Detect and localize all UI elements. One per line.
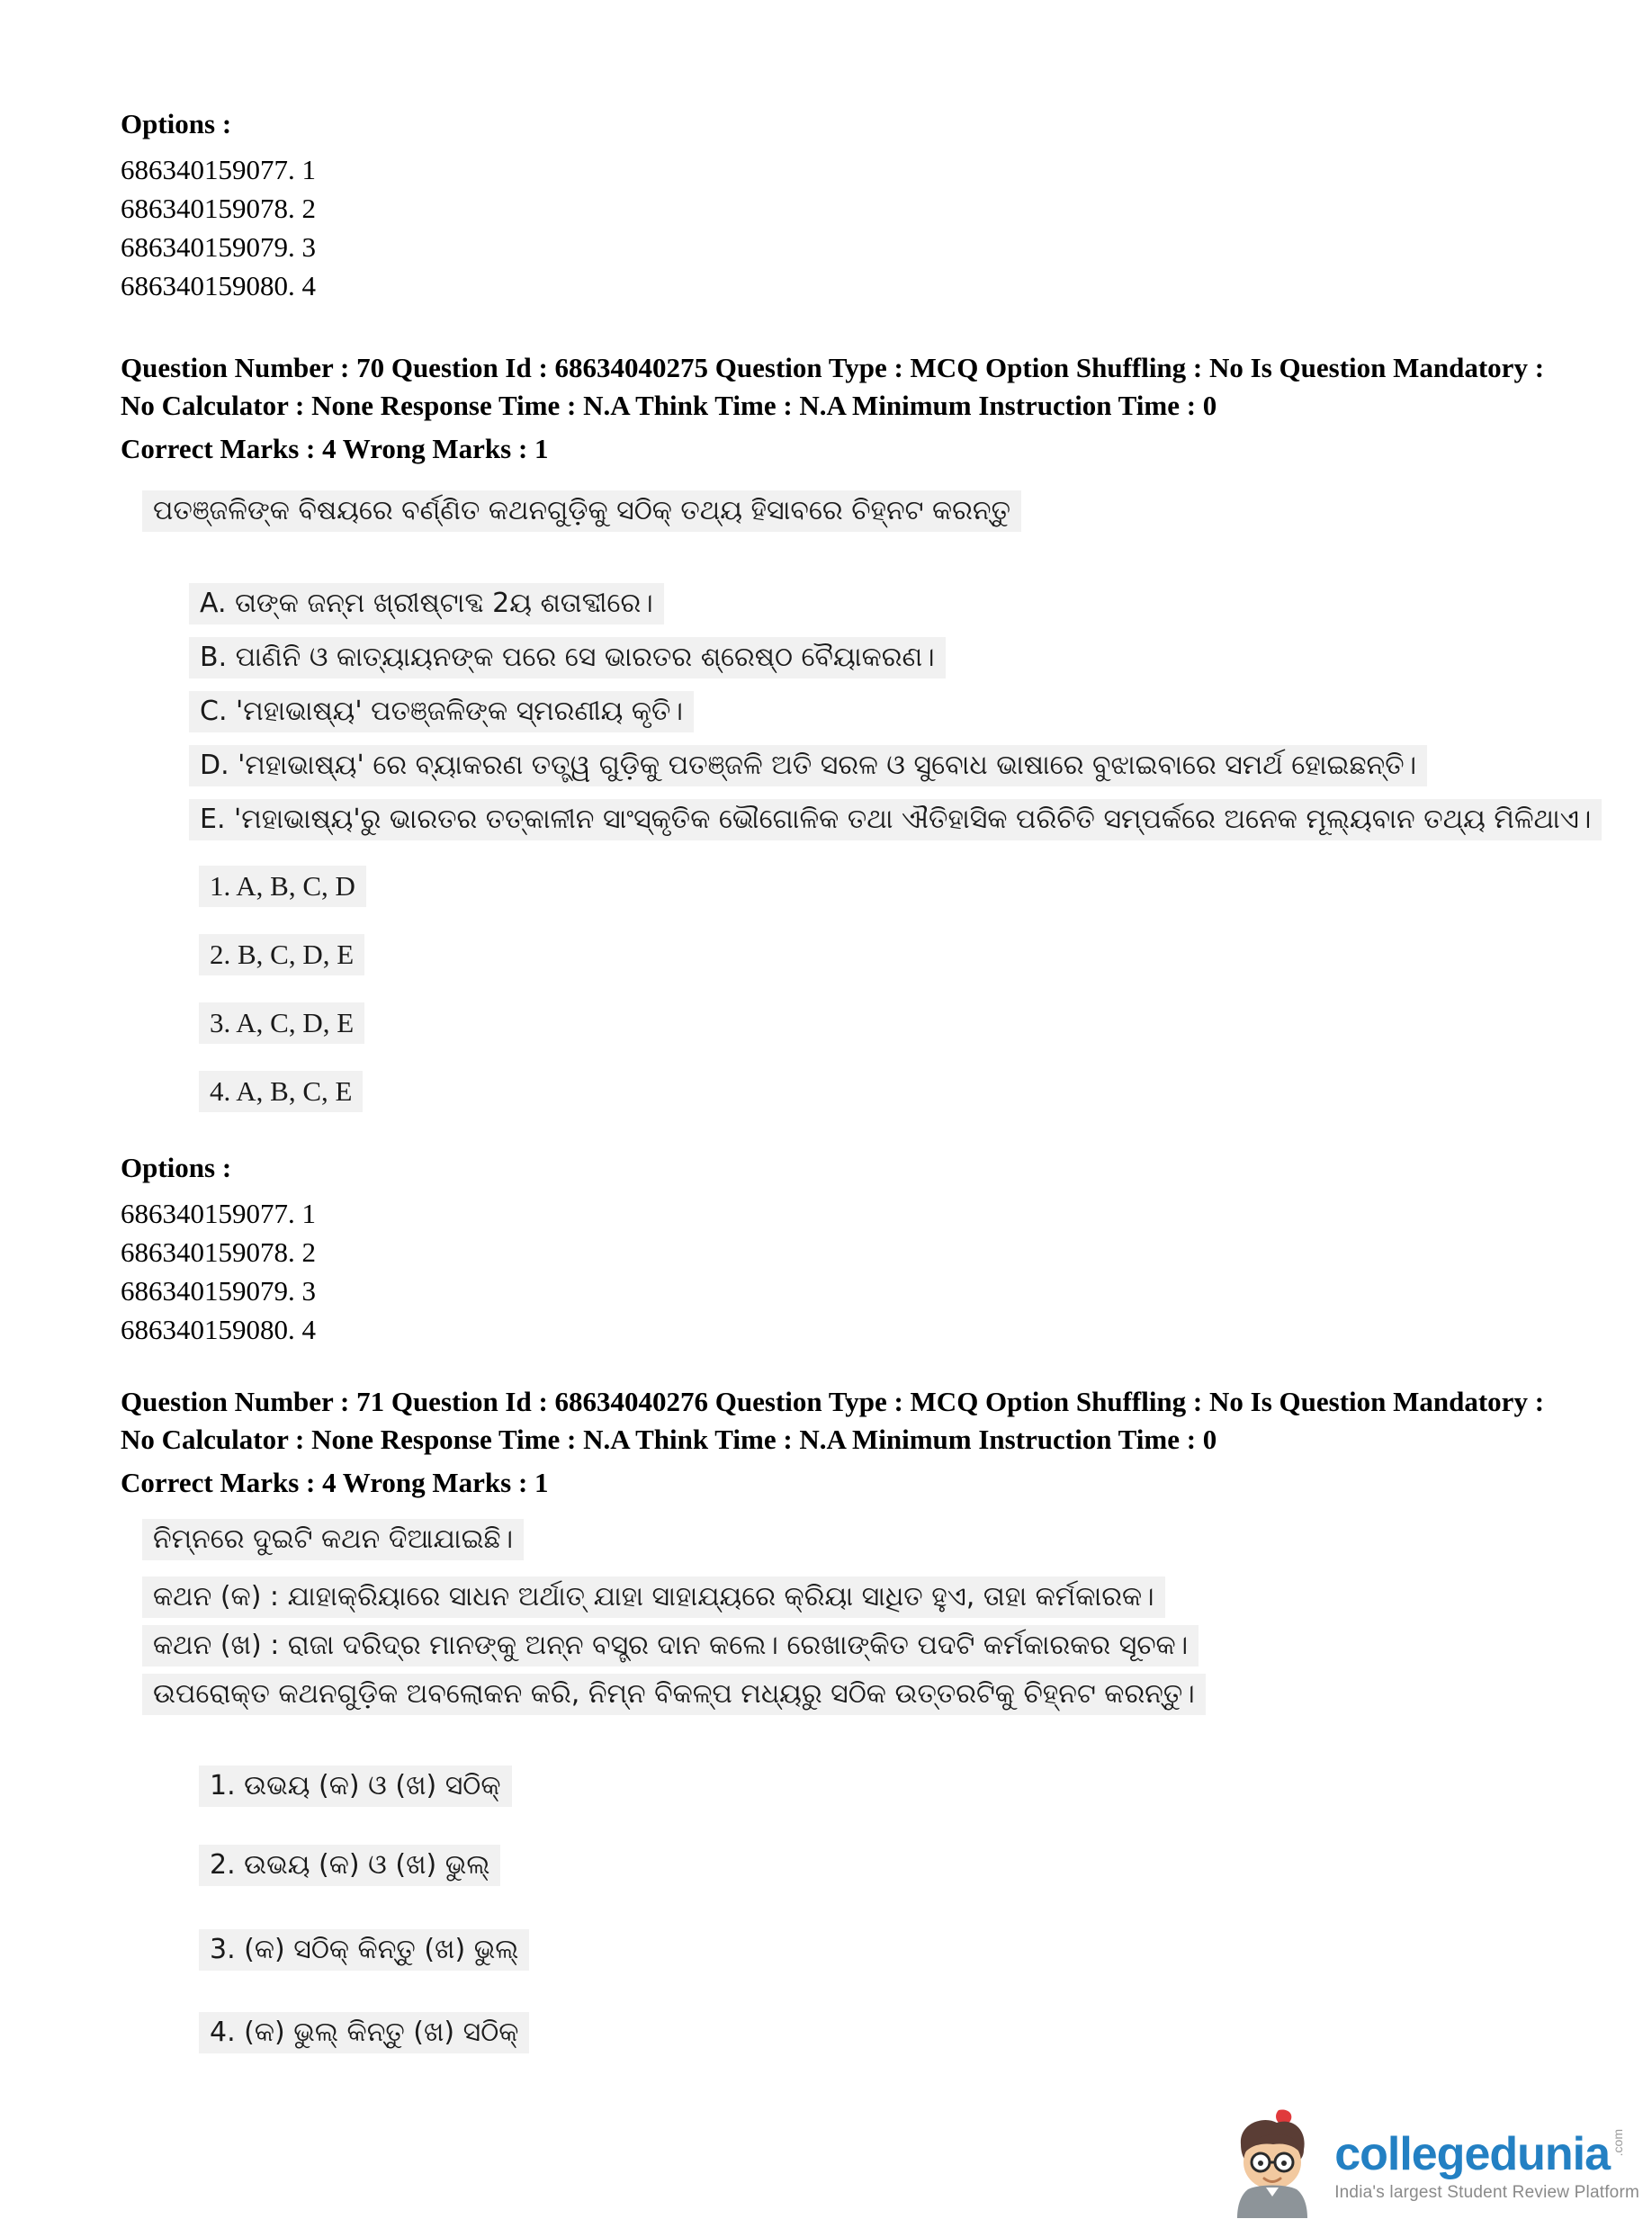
question-meta-line: No Calculator : None Response Time : N.A Think Time : N.A Minimum Instruction Time : 0	[121, 1424, 1217, 1455]
statement-c: C. 'ମହାଭାଷ୍ୟ' ପତଞ୍ଜଳିଙ୍କ ସ୍ମରଣୀୟ କୃତି।	[189, 691, 694, 732]
question-71-choices	[199, 1765, 529, 2053]
option-id-row: 686340159080. 4	[121, 270, 316, 301]
option-id-row: 686340159078. 2	[121, 1236, 316, 1268]
answer-choice-1: 1. A, B, C, D	[199, 866, 366, 907]
statement-a: A. ତାଙ୍କ ଜନ୍ମ ଖ୍ରୀଷ୍ଟାବ୍ଦ 2ୟ ଶତାବ୍ଦୀରେ।	[189, 583, 664, 624]
brand-tagline: India's largest Student Review Platform	[1334, 2182, 1639, 2202]
options-block-mid	[121, 1150, 316, 1349]
brand-suffix: .com	[1611, 2128, 1626, 2156]
answer-choice-4: 4. A, B, C, E	[199, 1071, 363, 1112]
brand-logo	[1223, 2107, 1639, 2224]
answer-choice-2: 2. B, C, D, E	[199, 934, 364, 975]
option-id-row: 686340159077. 1	[121, 154, 316, 185]
options-block-top	[121, 106, 316, 305]
mascot-icon	[1223, 2107, 1322, 2224]
question-marks-line: Correct Marks : 4 Wrong Marks : 1	[121, 433, 549, 464]
question-intro: ନିମ୍ନରେ ଦୁଇଟି କଥନ ଦିଆଯାଇଛି।	[142, 1519, 524, 1560]
statement-ka: କଥନ (କ) : ଯାହାକ୍ରିୟାରେ ସାଧନ ଅର୍ଥାତ୍ ଯାହା ସାହାଯ୍ୟରେ କ୍ରିୟା ସାଧିତ ହୁଏ, ତାହା କର୍ମକାରକ।	[142, 1577, 1165, 1618]
question-meta-line: No Calculator : None Response Time : N.A Think Time : N.A Minimum Instruction Time : 0	[121, 390, 1217, 421]
question-70-choices	[199, 866, 366, 1112]
question-70-header	[121, 349, 1544, 468]
option-id-row: 686340159079. 3	[121, 1275, 316, 1307]
option-id-row: 686340159077. 1	[121, 1198, 316, 1229]
question-meta-line: Question Number : 70 Question Id : 68634040275 Question Type : MCQ Option Shuffling : No Is Question Mandatory :	[121, 352, 1545, 383]
option-id-row: 686340159080. 4	[121, 1314, 316, 1345]
answer-choice-2: 2. ଉଭୟ (କ) ଓ (ଖ) ଭୁଲ୍	[199, 1845, 500, 1886]
question-71-body	[142, 1519, 1206, 1715]
statement-d: D. 'ମହାଭାଷ୍ୟ' ରେ ବ୍ୟାକରଣ ତତ୍ତ୍ୱ ଗୁଡ଼ିକୁ ପତଞ୍ଜଳି ଅତି ସରଳ ଓ ସୁବୋଧ ଭାଷାରେ ବୁଝାଇବାରେ ସମର୍ଥ ହୋଇଛନ୍ତି।	[189, 745, 1427, 786]
question-70-intro	[142, 490, 1021, 532]
brand-name: collegedunia	[1334, 2127, 1611, 2180]
statement-b: B. ପାଣିନି ଓ କାତ୍ୟାୟନଙ୍କ ପରେ ସେ ଭାରତର ଶ୍ରେଷ୍ଠ ବୈୟାକରଣ।	[189, 637, 946, 678]
option-id-row: 686340159078. 2	[121, 193, 316, 224]
statement-kha: କଥନ (ଖ) : ରାଜା ଦରିଦ୍ର ମାନଙ୍କୁ ଅନ୍ନ ବସ୍ତ୍ର ଦାନ କଲେ। ରେଖାଙ୍କିତ ପଦଟି କର୍ମକାରକର ସୂଚକ।	[142, 1625, 1199, 1667]
answer-choice-4: 4. (କ) ଭୁଲ୍ କିନ୍ତୁ (ଖ) ସଠିକ୍	[199, 2012, 529, 2053]
question-text: ପତଞ୍ଜଳିଙ୍କ ବିଷୟରେ ବର୍ଣ୍ଣିତ କଥନଗୁଡ଼ିକୁ ସଠିକ୍ ତଥ୍ୟ ହିସାବରେ ଚିହ୍ନଟ କରନ୍ତୁ	[142, 490, 1021, 532]
question-71-header	[121, 1383, 1544, 1502]
options-label: Options :	[121, 108, 232, 139]
answer-choice-3: 3. A, C, D, E	[199, 1002, 364, 1044]
answer-choice-3: 3. (କ) ସଠିକ୍ କିନ୍ତୁ (ଖ) ଭୁଲ୍	[199, 1929, 529, 1971]
statement-e: E. 'ମହାଭାଷ୍ୟ'ରୁ ଭାରତର ତତ୍କାଳୀନ ସାଂସ୍କୃତିକ ଭୌଗୋଳିକ ତଥା ଐତିହାସିକ ପରିଚିତି ସମ୍ପର୍କରେ ଅନେକ ମୂଲ୍ୟବାନ ତଥ୍ୟ ମିଳିଥାଏ।	[189, 799, 1602, 840]
question-70-statements	[189, 583, 1602, 853]
options-label: Options :	[121, 1152, 232, 1183]
question-marks-line: Correct Marks : 4 Wrong Marks : 1	[121, 1467, 549, 1498]
question-closing: ଉପରୋକ୍ତ କଥନଗୁଡ଼ିକ ଅବଲୋକନ କରି, ନିମ୍ନ ବିକଳ୍ପ ମଧ୍ୟରୁ ସଠିକ ଉତ୍ତରଟିକୁ ଚିହ୍ନଟ କରନ୍ତୁ।	[142, 1674, 1206, 1715]
question-meta-line: Question Number : 71 Question Id : 68634040276 Question Type : MCQ Option Shuffling : No Is Question Mandatory :	[121, 1386, 1545, 1417]
option-id-row: 686340159079. 3	[121, 231, 316, 263]
answer-choice-1: 1. ଉଭୟ (କ) ଓ (ଖ) ସଠିକ୍	[199, 1765, 512, 1807]
